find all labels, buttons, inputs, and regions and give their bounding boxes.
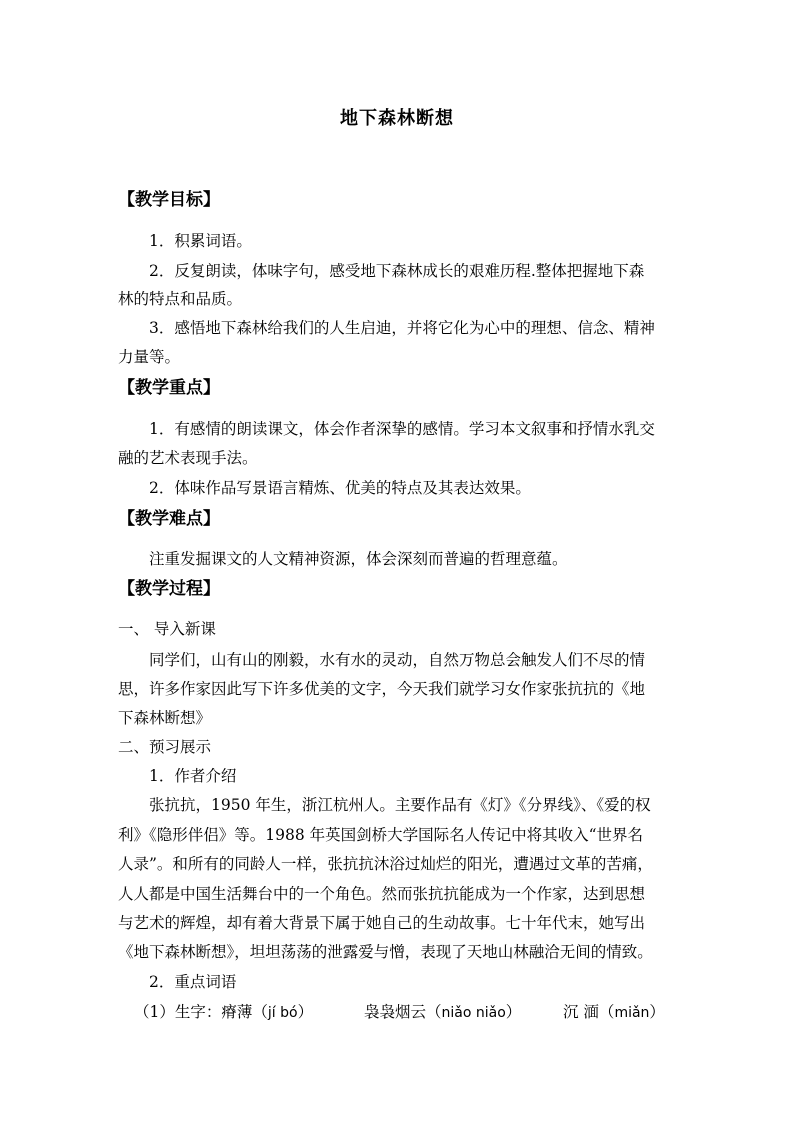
process-line-1: 一、 导入新课	[118, 620, 216, 638]
process-line-5: 二、预习展示	[118, 738, 212, 756]
vocab-item-3-label: 沉 湎（	[563, 1003, 615, 1021]
vocab-item-1-pinyin: jí bó	[267, 1005, 298, 1021]
process-line-9: 人录”。和所有的同龄人一样，张抗抗沐浴过灿烂的阳光，遭遇过文革的苦痛，	[118, 855, 653, 873]
vocab-item-2-label: 袅袅烟云（	[364, 1003, 442, 1021]
heading-teaching-goals: 【教学目标】	[118, 190, 220, 210]
heading-teaching-process: 【教学过程】	[118, 579, 220, 599]
vocab-item-1	[134, 1003, 313, 1021]
goal-line-5: 力量等。	[118, 348, 181, 366]
vocab-item-1-close: ）	[297, 1003, 314, 1021]
vocab-item-1-label: （1）生字：瘠薄（	[134, 1003, 268, 1021]
goal-line-3: 林的特点和品质。	[118, 290, 243, 308]
process-line-8: 利》《隐形伴侣》等。1988 年英国剑桥大学国际名人传记中将其收入“世界名	[118, 826, 644, 844]
heading-difficulty: 【教学难点】	[118, 509, 220, 529]
vocab-item-3-pinyin: miǎn	[614, 1005, 650, 1021]
key-line-3: 2．体味作品写景语言精炼、优美的特点及其表达效果。	[149, 479, 531, 497]
process-line-7: 张抗抗，1950 年生，浙江杭州人。主要作品有《灯》《分界线》、《爱的权	[149, 796, 651, 814]
vocab-item-2-close: ）	[505, 1003, 522, 1021]
vocab-item-3-close: ）	[649, 1003, 665, 1021]
process-line-12: 《地下森林断想》，坦坦荡荡的泄露爱与憎，表现了天地山林融洽无间的情致。	[118, 943, 653, 961]
process-line-11: 与艺术的辉煌，却有着大背景下属于她自己的生动故事。七十年代末，她写出	[118, 914, 646, 932]
difficulty-line-1: 注重发掘课文的人文精神资源，体会深刻而普遍的哲理意蕴。	[149, 550, 568, 568]
goal-line-2: 2．反复朗读，体味字句，感受地下森林成长的艰难历程.整体把握地下森	[149, 262, 645, 280]
page-title: 地下森林断想	[340, 108, 454, 129]
goal-line-1: 1．积累词语。	[149, 232, 252, 250]
heading-key-points: 【教学重点】	[118, 378, 220, 398]
process-line-6: 1．作者介绍	[149, 767, 237, 785]
key-line-1: 1．有感情的朗读课文，体会作者深挚的感情。学习本文叙事和抒情水乳交	[149, 420, 655, 438]
process-line-2: 同学们，山有山的刚毅，水有水的灵动，自然万物总会触发人们不尽的情	[149, 651, 646, 669]
vocab-line	[134, 1002, 313, 1023]
process-line-4: 下森林断想》	[118, 709, 212, 727]
process-line-10: 人人都是中国生活舞台中的一个角色。然而张抗抗能成为一个作家，达到思想	[118, 885, 646, 903]
key-line-2: 融的艺术表现手法。	[118, 449, 258, 467]
vocab-item-2	[364, 1002, 521, 1023]
process-line-3: 思，许多作家因此写下许多优美的文字，今天我们就学习女作家张抗抗的《地	[118, 680, 646, 698]
process-line-13: 2．重点词语	[149, 973, 237, 991]
vocab-item-2-pinyin: niǎo niǎo	[441, 1005, 506, 1021]
vocab-item-3	[563, 1002, 665, 1023]
goal-line-4: 3．感悟地下森林给我们的人生启迪，并将它化为心中的理想、信念、精神	[149, 319, 655, 337]
